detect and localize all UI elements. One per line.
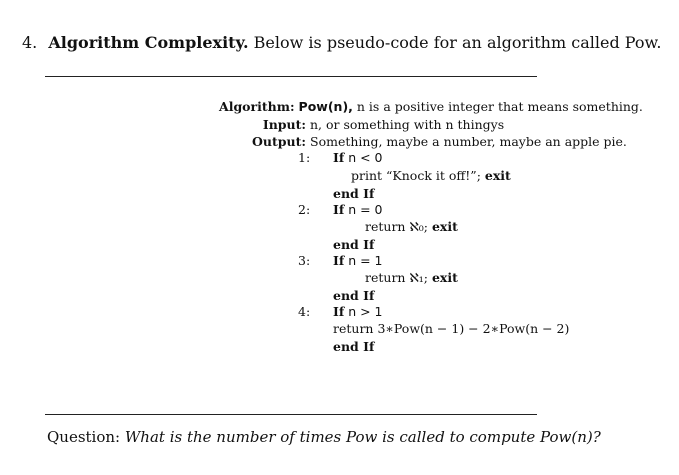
step-body xyxy=(365,219,458,235)
algorithm-desc: n is a positive integer that means something. xyxy=(356,99,643,114)
step-body xyxy=(365,270,458,286)
question-label: Question: xyxy=(47,428,121,446)
end-if: end If xyxy=(333,288,375,303)
if-keyword: If xyxy=(333,304,345,319)
end-if: end If xyxy=(333,186,375,201)
input-label: Input: xyxy=(262,117,306,132)
condition-expr: n < 0 xyxy=(348,150,383,165)
problem-heading xyxy=(22,33,661,52)
if-keyword: If xyxy=(333,253,345,268)
question-line xyxy=(47,428,601,446)
step-number: 3: xyxy=(298,253,311,268)
exit-keyword: exit xyxy=(431,270,458,285)
problem-number: 4. xyxy=(22,33,38,52)
body-text: return 3∗Pow(n − 1) − 2∗Pow(n − 2) xyxy=(333,321,570,336)
exit-keyword: exit xyxy=(484,168,511,183)
question-text: What is the number of times Pow is called to compute Pow(n)? xyxy=(124,428,601,446)
step-number: 2: xyxy=(298,202,311,217)
step-number: 1: xyxy=(298,150,311,165)
body-text: return ℵ₀; xyxy=(365,219,428,234)
if-keyword: If xyxy=(333,202,345,217)
problem-intro: Below is pseudo-code for an algorithm called Pow. xyxy=(253,33,662,52)
problem-title: Algorithm Complexity. xyxy=(48,33,249,52)
top-divider xyxy=(45,76,537,77)
algorithm-name: Pow(n), xyxy=(298,99,353,114)
step-body xyxy=(333,321,569,337)
output-text: Something, maybe a number, maybe an apple pie. xyxy=(310,134,627,149)
if-keyword: If xyxy=(333,150,345,165)
exit-keyword: exit xyxy=(431,219,458,234)
end-if: end If xyxy=(333,237,375,252)
step-condition xyxy=(333,253,383,269)
algorithm-label: Algorithm: xyxy=(219,99,295,114)
bottom-divider xyxy=(45,414,537,415)
step-condition xyxy=(333,150,383,166)
step-body xyxy=(351,168,511,184)
output-label: Output: xyxy=(252,134,306,149)
condition-expr: n > 1 xyxy=(348,304,383,319)
body-text: print “Knock it off!”; xyxy=(351,168,481,183)
step-number: 4: xyxy=(298,304,311,319)
algorithm-line xyxy=(219,99,643,115)
step-condition xyxy=(333,202,383,218)
input-text: n, or something with n thingys xyxy=(310,117,505,132)
body-text: return ℵ₁; xyxy=(365,270,428,285)
condition-expr: n = 0 xyxy=(348,202,383,217)
condition-expr: n = 1 xyxy=(348,253,383,268)
end-if: end If xyxy=(333,339,375,354)
step-condition xyxy=(333,304,383,320)
